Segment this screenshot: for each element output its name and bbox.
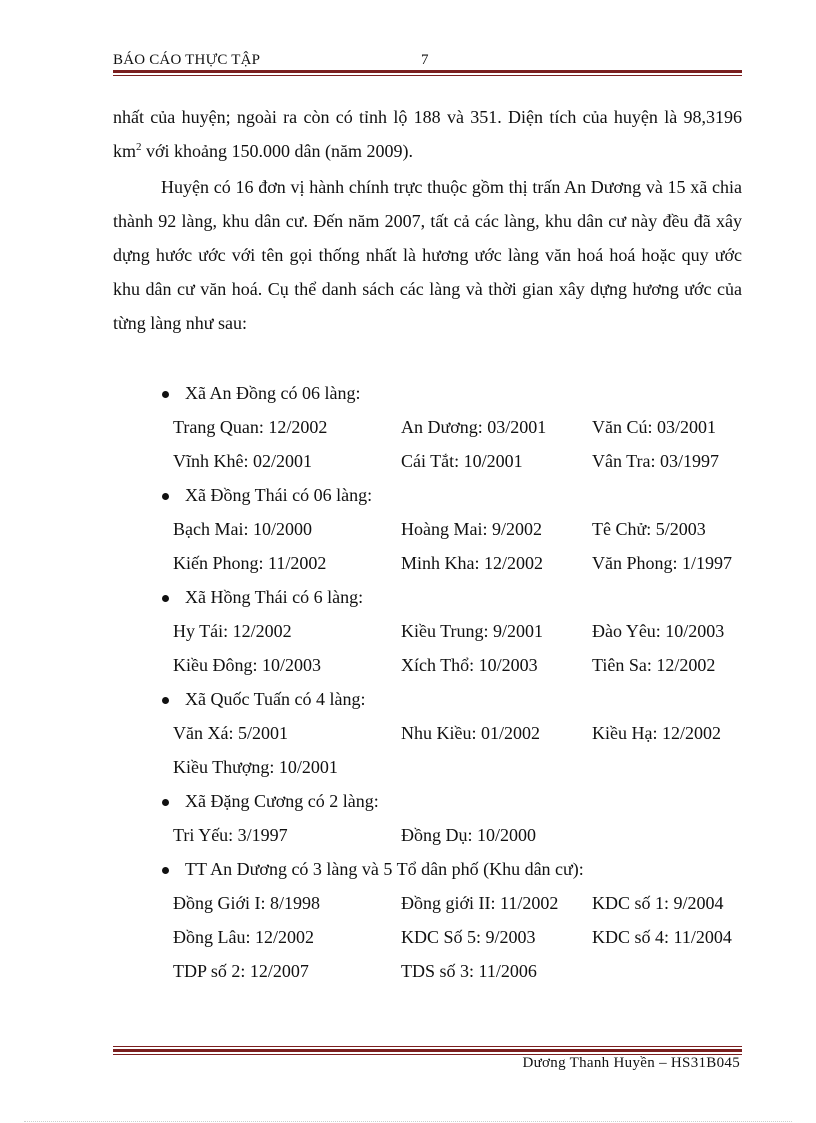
village-row xyxy=(160,920,750,954)
village-entry: Tri Yếu: 3/1997 xyxy=(173,825,288,845)
village-entry: Kiều Trung: 9/2001 xyxy=(401,621,544,641)
village-entry: Nhu Kiều: 01/2002 xyxy=(401,723,540,743)
village-entry: Kiều Thượng: 10/2001 xyxy=(173,757,338,777)
village-row xyxy=(160,716,750,750)
village-entry: Minh Kha: 12/2002 xyxy=(401,553,543,573)
commune-heading xyxy=(160,376,750,410)
village-row xyxy=(160,546,750,580)
village-entry: Xích Thổ: 10/2003 xyxy=(401,655,538,675)
commune-title: Xã Đồng Thái có 06 làng: xyxy=(185,485,373,505)
village-entry: Tiên Sa: 12/2002 xyxy=(592,655,716,675)
village-entry: Văn Phong: 1/1997 xyxy=(592,553,733,573)
page-number: 7 xyxy=(421,52,429,68)
bullet-icon xyxy=(162,391,169,398)
village-row xyxy=(160,750,750,784)
village-row xyxy=(160,410,750,444)
commune-title: Xã Đặng Cương có 2 làng: xyxy=(185,791,379,811)
village-entry: Văn Cú: 03/2001 xyxy=(592,417,716,437)
bullet-icon xyxy=(162,493,169,500)
village-entry: Đồng giới II: 11/2002 xyxy=(401,893,559,913)
commune-heading xyxy=(160,580,750,614)
page-edge-divider xyxy=(24,1121,792,1122)
village-entry: KDC Số 5: 9/2003 xyxy=(401,927,536,947)
village-entry: Vân Tra: 03/1997 xyxy=(592,451,720,471)
paragraph-admin-units-text: Huyện có 16 đơn vị hành chính trực thuộc gồm thị trấn An Dương và 15 xã chia thành 92 làng, khu dân cư. Đến năm 2007, tất cả các làng, khu dân cư này đều đã xây dựng hước ước với tên gọi thống nhất là hương ước làng văn hoá hoá hoặc quy ước khu dân cư văn hoá. Cụ thể danh sách các làng và thời gian xây dựng hương ước của từng làng như sau: xyxy=(113,177,742,333)
village-entry: Đồng Dụ: 10/2000 xyxy=(401,825,536,845)
village-entry: Kiều Đông: 10/2003 xyxy=(173,655,321,675)
village-row xyxy=(160,614,750,648)
bullet-icon xyxy=(162,799,169,806)
commune-heading xyxy=(160,682,750,716)
commune-title: Xã Quốc Tuấn có 4 làng: xyxy=(185,689,366,709)
village-entry: TDP số 2: 12/2007 xyxy=(173,961,309,981)
village-entry: Tê Chử: 5/2003 xyxy=(592,519,706,539)
village-entry: Hoàng Mai: 9/2002 xyxy=(401,519,542,539)
header-title: BÁO CÁO THỰC TẬP xyxy=(113,52,261,68)
village-row xyxy=(160,648,750,682)
village-entry: TDS số 3: 11/2006 xyxy=(401,961,537,981)
village-entry: KDC số 1: 9/2004 xyxy=(592,893,724,913)
village-entry: Hy Tái: 12/2002 xyxy=(173,621,292,641)
commune-title: Xã An Đồng có 06 làng: xyxy=(185,383,361,403)
village-row xyxy=(160,512,750,546)
village-entry: Đồng Giới I: 8/1998 xyxy=(173,893,321,913)
village-row xyxy=(160,444,750,478)
superscript: 2 xyxy=(136,141,142,153)
commune-title: Xã Hồng Thái có 6 làng: xyxy=(185,587,364,607)
village-entry: Bạch Mai: 10/2000 xyxy=(173,519,312,539)
commune-list xyxy=(160,376,750,988)
village-entry: KDC số 4: 11/2004 xyxy=(592,927,732,947)
village-entry: Đào Yêu: 10/2003 xyxy=(592,621,725,641)
paragraph-intro xyxy=(113,100,742,168)
village-entry: Văn Xá: 5/2001 xyxy=(173,723,288,743)
commune-heading xyxy=(160,784,750,818)
village-entry: An Dương: 03/2001 xyxy=(401,417,547,437)
commune-heading xyxy=(160,852,750,886)
paragraph-intro-tail: với khoảng 150.000 dân (năm 2009). xyxy=(141,141,413,161)
village-entry: Kiều Hạ: 12/2002 xyxy=(592,723,721,743)
footer-rule xyxy=(113,1046,742,1055)
paragraph-intro-text: nhất của huyện; ngoài ra còn có tỉnh lộ 188 và 351. Diện tích của huyện là 98,3196 km xyxy=(113,107,742,161)
village-row xyxy=(160,954,750,988)
village-entry: Trang Quan: 12/2002 xyxy=(173,417,328,437)
header-rule xyxy=(113,70,742,76)
bullet-icon xyxy=(162,867,169,874)
paragraph-admin-units xyxy=(113,170,742,340)
bullet-icon xyxy=(162,697,169,704)
commune-heading xyxy=(160,478,750,512)
village-entry: Vĩnh Khê: 02/2001 xyxy=(173,451,312,471)
village-entry: Đồng Lâu: 12/2002 xyxy=(173,927,314,947)
footer-author: Dương Thanh Huyền – HS31B045 xyxy=(522,1055,740,1071)
commune-title: TT An Dương có 3 làng và 5 Tổ dân phố (Khu dân cư): xyxy=(185,859,584,879)
village-row xyxy=(160,818,750,852)
bullet-icon xyxy=(162,595,169,602)
village-entry: Cái Tắt: 10/2001 xyxy=(401,451,523,471)
village-entry: Kiến Phong: 11/2002 xyxy=(173,553,327,573)
village-row xyxy=(160,886,750,920)
